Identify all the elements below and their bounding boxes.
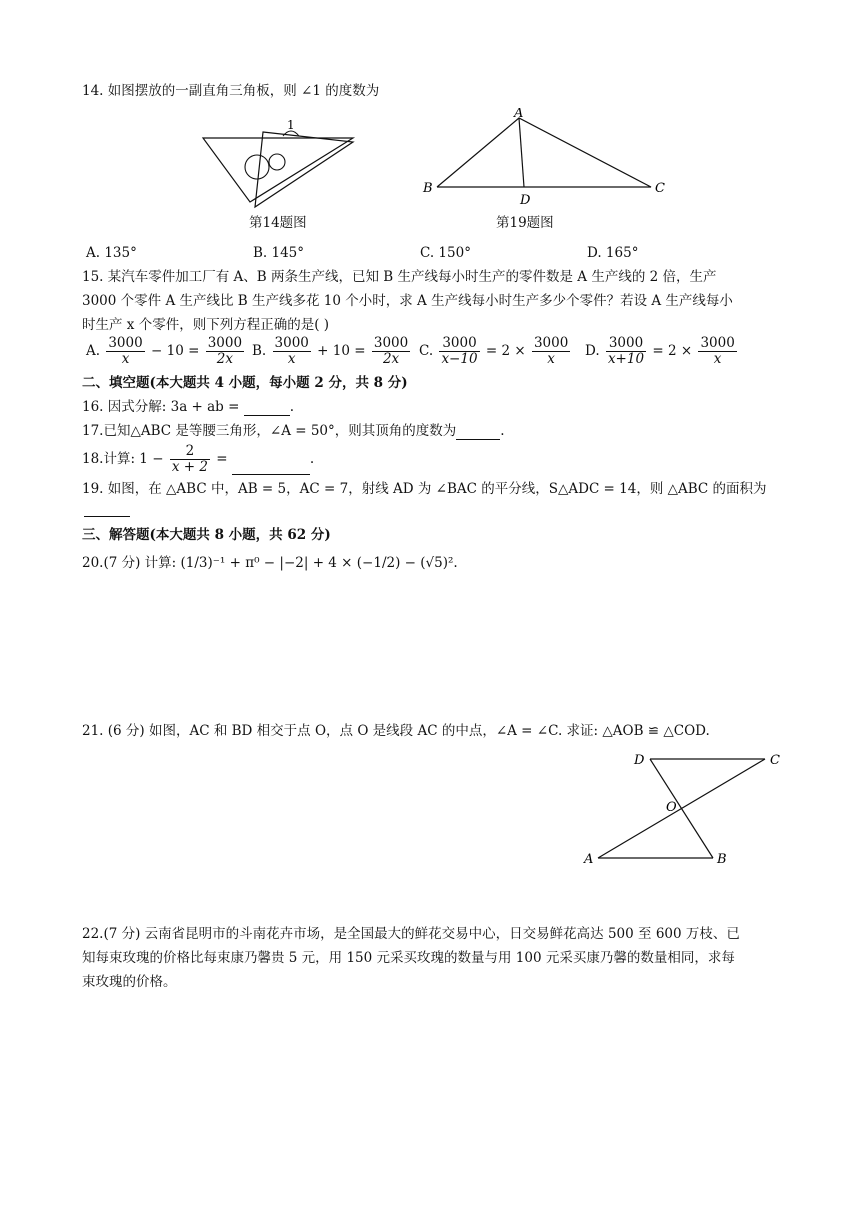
q14-option-a: A. 135° (86, 245, 137, 261)
q16: 16. 因式分解: 3a + ab = . (82, 399, 295, 415)
fig21-label-c: C (770, 753, 780, 768)
q18: 18.计算: 1 − $\frac{2}{x + 2}$ = . (82, 443, 315, 475)
figure-14 (195, 112, 365, 212)
figure-19 (420, 108, 670, 208)
section-3-heading: 三、解答题(本大题共 8 小题，共 62 分) (82, 527, 331, 543)
q14-option-c: C. 150° (420, 245, 471, 261)
fig14-angle-label: 1 (287, 118, 295, 132)
q22-line2: 知每束玫瑰的价格比每束康乃馨贵 5 元，用 150 元采买玫瑰的数量与用 100 元采买康乃馨的数量相同，求每 (82, 950, 735, 966)
fig19-label-a: A (514, 108, 524, 121)
fig19-caption: 第19题图 (496, 215, 554, 231)
q19-line1: 19. 如图，在 △ABC 中，AB = 5，AC = 7，射线 AD 为 ∠BAC 的平分线，S△ADC = 14，则 △ABC 的面积为 (82, 481, 767, 497)
q14-option-b: B. 145° (253, 245, 305, 261)
q21-text: 21. (6 分) 如图，AC 和 BD 相交于点 O，点 O 是线段 AC 的中点，∠A = ∠C. 求证: △AOB ≌ △COD. (82, 723, 710, 739)
fig21-label-d: D (634, 753, 645, 768)
fig19-label-b: B (423, 181, 433, 196)
section-2-heading: 二、填空题(本大题共 4 小题，每小题 2 分，共 8 分) (82, 375, 408, 391)
q15-option-d: D. $\frac{3000}{x+10}$ = 2 × $\frac{3000}{x}$ (585, 335, 735, 367)
q17: 17.已知△ABC 是等腰三角形，∠A = 50°，则其顶角的度数为 . (82, 423, 505, 439)
fig21-label-a: A (584, 852, 594, 867)
figure-21 (580, 748, 790, 870)
q15-line2: 3000 个零件 A 生产线比 B 生产线多花 10 个小时，求 A 生产线每小时生产多少个零件？若设 A 生产线每小 (82, 293, 733, 309)
fig21-label-b: B (717, 852, 727, 867)
fig14-caption: 第14题图 (249, 215, 307, 231)
q15-option-b: B. $\frac{3000}{x}$ + 10 = $\frac{3000}{2x}$ (252, 335, 409, 367)
fig19-label-c: C (655, 181, 665, 196)
q14-stem: 14. 如图摆放的一副直角三角板，则 ∠1 的度数为 (82, 83, 380, 99)
q22-line1: 22.(7 分) 云南省昆明市的斗南花卉市场，是全国最大的鲜花交易中心，日交易鲜花高达 500 至 600 万枝、已 (82, 926, 740, 942)
q15-option-c: C. $\frac{3000}{x-10}$ = 2 × $\frac{3000}{x}$ (419, 335, 569, 367)
q15-line3: 时生产 x 个零件，则下列方程正确的是( ) (82, 317, 330, 333)
q20: 20.(7 分) 计算: (1/3)⁻¹ + π⁰ − |−2| + 4 × (−1/2) − (√5)². (82, 555, 458, 571)
fig21-label-o: O (666, 800, 677, 815)
q22-line3: 束玫瑰的价格。 (82, 974, 177, 990)
fig19-label-d: D (520, 193, 531, 208)
q15-line1: 15. 某汽车零件加工厂有 A、B 两条生产线，已知 B 生产线每小时生产的零件数是 A 生产线的 2 倍，生产 (82, 269, 717, 285)
q15-option-a: A. $\frac{3000}{x}$ − 10 = $\frac{3000}{2x}$ (86, 335, 243, 367)
q19-answer-blank (84, 502, 130, 517)
q14-option-d: D. 165° (587, 245, 639, 261)
